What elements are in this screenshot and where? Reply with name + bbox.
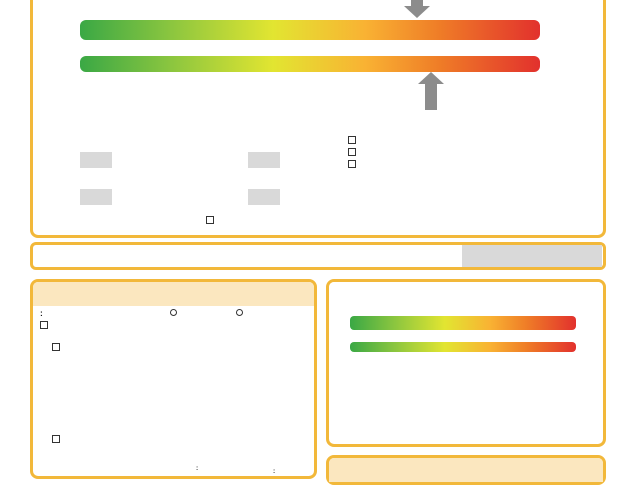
comparison-scale-lower xyxy=(350,342,576,352)
explanation-panel xyxy=(326,455,606,485)
scale-ticks xyxy=(80,40,540,56)
rule-65-checkbox[interactable] xyxy=(40,321,48,329)
end-energy-value xyxy=(462,245,602,267)
usage-label: : xyxy=(40,308,43,318)
requirement-value-2-field xyxy=(248,189,280,205)
arrow-down-icon xyxy=(404,0,430,18)
ist-value-2-field xyxy=(80,189,112,205)
col-heat-share: : xyxy=(196,465,199,473)
for-heating-radio[interactable] xyxy=(170,309,177,316)
energy-scale xyxy=(80,20,540,40)
summer-protection-checkbox[interactable] xyxy=(206,216,214,224)
method-checkbox-simplify[interactable] xyxy=(348,160,356,168)
comparison-header xyxy=(329,282,603,306)
col-all-share: : xyxy=(273,468,276,476)
comparison-refs xyxy=(350,352,576,442)
for-water-radio[interactable] xyxy=(236,309,243,316)
method-checkbox-model[interactable] xyxy=(348,148,356,156)
requirement-value-field xyxy=(248,152,280,168)
explanation-header xyxy=(329,458,603,482)
method-checkbox-din[interactable] xyxy=(348,136,356,144)
ist-value-field xyxy=(80,152,112,168)
comparison-scale xyxy=(350,316,576,330)
energy-scale-lower xyxy=(80,56,540,72)
option-flat-checkbox[interactable] xyxy=(52,343,60,351)
renewables-header xyxy=(33,282,314,306)
arrow-up-icon xyxy=(418,72,444,110)
comparison-ticks xyxy=(350,330,576,342)
option-calc-checkbox[interactable] xyxy=(52,435,60,443)
